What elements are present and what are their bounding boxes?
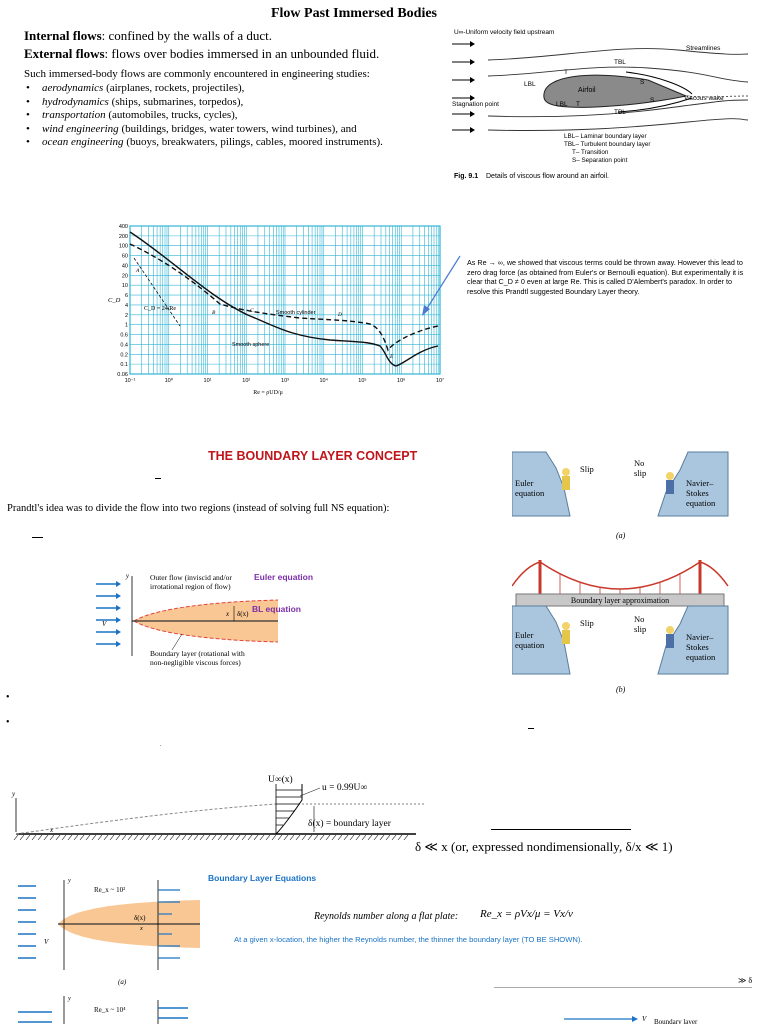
y-tick-label: 4	[124, 302, 128, 309]
bullet: •	[6, 717, 10, 728]
application-text: (ships, submarines, torpedos),	[108, 95, 244, 108]
dot-mark: .	[160, 742, 162, 748]
paradox-note: As Re → ∞, we showed that viscous terms could be thrown away. However this lead to zero drag force (as obtained from Euler's or Bernoulli equation). But experimentally it is clear that C_D ≠ 0 even at large Re. This is called D'Alembert's paradox. In order to resolve this Prandtl suggested Boundary Layer theory.	[467, 258, 744, 296]
y-tick-label: 0.6	[120, 332, 128, 339]
climber-left	[562, 622, 570, 630]
noslip-label-a: No slip	[634, 458, 647, 478]
list-item	[24, 109, 424, 123]
list-item	[24, 136, 424, 150]
underline	[491, 829, 631, 830]
euler-equation-label: Euler equation	[254, 572, 314, 582]
climber-right	[666, 472, 674, 480]
t-top-label: T	[564, 69, 568, 76]
airfoil-figure	[448, 24, 758, 184]
application-text: (buoys, breakwaters, pilings, cables, moored instruments).	[123, 136, 383, 149]
internal-flow-definition	[24, 28, 272, 44]
y-axis-label-b: y	[68, 995, 71, 1002]
streamlines-label: Streamlines	[686, 45, 721, 52]
bullet: •	[6, 692, 10, 703]
y-axis-label: y	[12, 790, 16, 798]
thinner-note: At a given x-location, the higher the Reynolds number, the thinner the boundary layer (TO BE SHOWN).	[234, 935, 583, 944]
drag-chart	[100, 218, 450, 402]
ns-label-b: Navier– Stokes equation	[686, 632, 716, 662]
s-top-label: S	[640, 79, 645, 86]
bl-desc-label: Boundary layer (rotational with non-negligible viscous forces)	[150, 649, 245, 667]
y-tick-label: 20	[121, 273, 128, 280]
sphere-label: Smooth sphere	[232, 342, 270, 348]
page-title: Flow Past Immersed Bodies	[270, 6, 438, 21]
bottom-v-arrow	[562, 1012, 762, 1024]
application-text: (automobiles, trucks, cycles),	[105, 109, 238, 122]
inflow-arrows	[96, 584, 116, 644]
y-tick-label: 10	[121, 283, 128, 290]
x-tick-label: 10²	[242, 378, 251, 384]
boundary-layer-title: THE BOUNDARY LAYER CONCEPT	[208, 449, 418, 463]
slip-label-a: Slip	[580, 464, 594, 474]
regions-figure	[92, 566, 342, 672]
divider	[494, 987, 752, 988]
x-tick-label: 10⁻¹	[124, 378, 136, 384]
application-term: ocean engineering	[42, 136, 124, 149]
cylinder-label: Smooth cylinder	[276, 310, 316, 316]
legend-lbl: LBL– Laminar boundary layer	[564, 133, 647, 140]
y-axis-label: C_D	[108, 297, 121, 304]
climber-right	[666, 626, 674, 634]
y-tick-label: 6	[124, 293, 128, 300]
dash-mark	[528, 728, 534, 729]
application-text: (airplanes, rockets, projectiles),	[103, 82, 245, 94]
bridge-cable	[540, 562, 700, 589]
x-tick-label: 10⁷	[435, 378, 445, 384]
application-term: hydrodynamics	[42, 95, 109, 108]
point-a-label: A	[136, 268, 140, 274]
reynolds-figure-b	[12, 992, 202, 1024]
list-item	[24, 96, 424, 110]
applications-list	[24, 82, 424, 150]
delta-label-a: δ(x)	[134, 914, 146, 922]
point-b-label: B	[212, 310, 216, 316]
outer-flow-label: Outer flow (inviscid and/or irrotational region of flow)	[150, 573, 232, 591]
y-axis-label: y	[68, 877, 71, 884]
prandtl-text: Prandtl's idea was to divide the flow into two regions (instead of solving full NS equation):	[7, 503, 390, 514]
application-term: wind engineering	[42, 122, 119, 135]
euler-label-b: Euler equation	[515, 630, 545, 650]
point-e-label: E	[390, 354, 394, 360]
dash-mark	[32, 537, 43, 538]
internal-flow-text: : confined by the walls of a duct.	[101, 28, 273, 43]
v-label: V	[102, 620, 107, 628]
inflow-arrows	[18, 886, 36, 958]
list-item	[24, 123, 424, 137]
x-label-a: x	[140, 925, 143, 932]
slip-label-b: Slip	[580, 618, 594, 628]
ns-label-a: Navier– Stokes equation	[686, 478, 716, 508]
y-tick-label: 400	[118, 224, 128, 230]
euler-label-a: Euler equation	[515, 478, 545, 498]
x-tick-label: 10¹	[203, 378, 212, 384]
viscous-wake-label: Viscous wake	[684, 95, 724, 102]
bottom-v-label: V	[642, 1015, 647, 1023]
s-bottom-label: S	[650, 97, 655, 104]
u099-label: u = 0.99U∞	[322, 783, 368, 793]
climber-left	[562, 468, 570, 476]
cliff-a-caption: (a)	[616, 531, 626, 540]
reynolds-formula: Re_x = ρVx/μ = Vx/ν	[480, 908, 573, 920]
y-tick-label: 60	[121, 253, 128, 260]
y-tick-label: 0.06	[117, 372, 128, 378]
x-axis-label: x	[226, 610, 230, 618]
uinf-label: U∞(x)	[268, 775, 293, 785]
bottom-bl-label: Boundary layer	[654, 1018, 698, 1024]
tbl-top-label: TBL	[614, 59, 626, 66]
y-tick-label: 0.4	[120, 342, 128, 349]
x-tick-label: 10⁴	[319, 378, 328, 384]
re-label-a: Re_x ~ 10²	[94, 886, 126, 894]
noslip-label-b: No slip	[634, 614, 647, 634]
lbl-left-label: LBL	[524, 81, 536, 88]
stagnation-label: Stagnation point	[452, 101, 499, 108]
t-bottom-label: T	[576, 101, 580, 108]
upstream-arrows	[452, 44, 470, 130]
internal-flow-term: Internal flows	[24, 28, 102, 43]
reynolds-plate-label: Reynolds number along a flat plate:	[314, 911, 459, 922]
y-tick-label: 200	[118, 233, 128, 240]
application-text: (buildings, bridges, water towers, wind turbines), and	[118, 122, 357, 135]
x-tick-label: 10⁰	[164, 378, 173, 384]
y-axis-label: y	[125, 572, 129, 580]
application-term: transportation	[42, 109, 106, 122]
dash-mark	[155, 478, 161, 479]
y-tick-label: 1	[124, 322, 128, 329]
pointer-arrow	[418, 252, 464, 318]
external-flow-term: External flows	[24, 46, 105, 61]
x-axis-label: x	[50, 826, 54, 834]
tbl-bottom-label: TBL	[614, 109, 626, 116]
point-c-label: C	[250, 308, 254, 314]
y-tick-label: 100	[118, 243, 128, 250]
airfoil-label: Airfoil	[578, 87, 596, 94]
x-tick-label: 10⁵	[358, 378, 367, 384]
bl-equations-title: Boundary Layer Equations	[208, 873, 317, 883]
cliff-figure-b	[512, 556, 732, 698]
legend-t: T– Transition	[572, 149, 609, 156]
reynolds-figure-a	[12, 874, 202, 986]
flat-plate-figure	[6, 770, 426, 846]
bl-edge	[16, 804, 276, 834]
legend-s: S– Separation point	[572, 157, 628, 164]
y-tick-label: 0.2	[120, 352, 128, 359]
fig-caption: Details of viscous flow around an airfoil.	[486, 173, 609, 180]
external-flow-text: : flows over bodies immersed in an unbounded fluid.	[104, 46, 380, 61]
delta-bl-label: δ(x) = boundary layer	[308, 819, 391, 829]
intro-text: Such immersed-body flows are commonly encountered in engineering studies:	[24, 68, 370, 80]
bl-equation-label: BL equation	[252, 604, 301, 614]
re-label-b: Re_x ~ 10⁴	[94, 1006, 126, 1014]
gg-delta-label: ≫ δ	[738, 976, 753, 985]
figure-a-caption: (a)	[118, 978, 127, 986]
cliff-b-caption: (b)	[616, 685, 626, 694]
point-d-label: D	[338, 312, 342, 318]
x-tick-label: 10⁶	[397, 378, 406, 384]
bridge-label: Boundary layer approximation	[570, 596, 670, 605]
y-tick-label: 40	[121, 263, 128, 270]
stokes-label: C_D = 24/Re	[144, 306, 177, 312]
external-flow-definition	[24, 46, 379, 62]
x-tick-label: 10³	[281, 378, 289, 384]
application-term: aerodynamics	[42, 82, 104, 94]
cliff-figure-a	[512, 448, 732, 544]
upstream-label: U∞-Uniform velocity field upstream	[454, 29, 555, 36]
y-tick-label: 0.1	[120, 362, 128, 369]
lbl-bottom-label: LBL	[556, 101, 568, 108]
y-tick-label: 2	[124, 312, 128, 319]
delta-label: δ(x)	[237, 610, 249, 618]
x-tick-labels	[125, 377, 444, 384]
list-item	[24, 82, 424, 96]
fig-number: Fig. 9.1	[454, 173, 479, 180]
x-axis-label: Re = ρUD/μ	[253, 390, 283, 396]
delta-relation: δ ≪ x (or, expressed nondimensionally, δ/x ≪ 1)	[415, 839, 673, 854]
legend-tbl: TBL– Turbulent boundary layer	[564, 141, 651, 148]
v-label-a: V	[44, 938, 49, 946]
